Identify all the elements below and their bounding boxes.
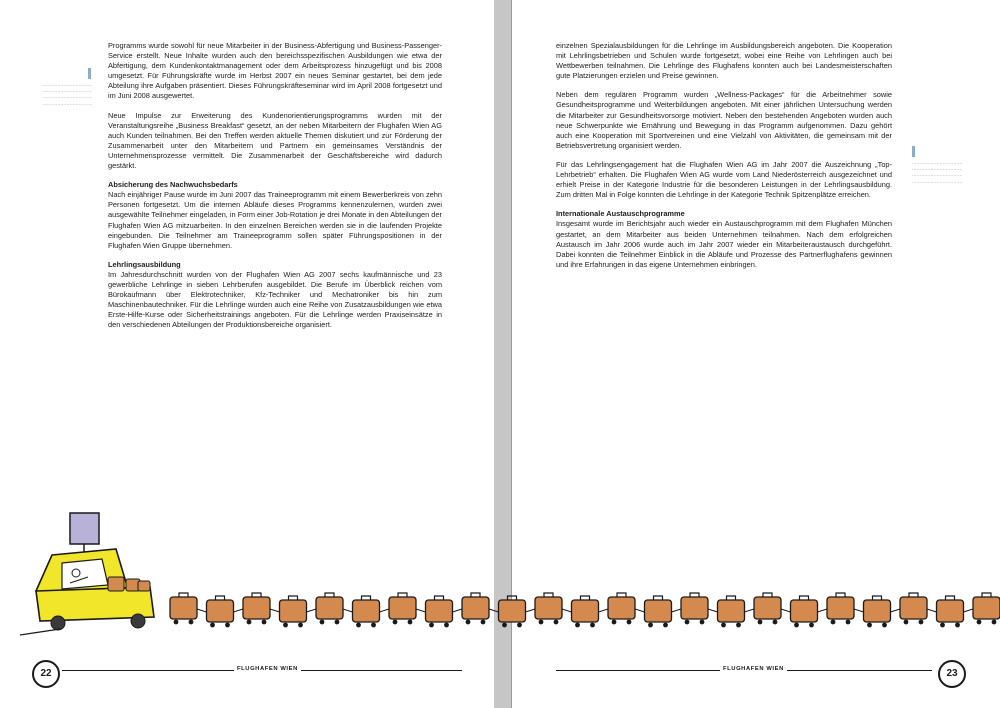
footer-label-left: FLUGHAFEN WIEN — [234, 666, 301, 672]
paragraph: Im Jahresdurchschnitt wurden von der Flughafen Wien AG 2007 sechs kaufmännische und 23 gewerbliche Lehrlinge in sieben Lehrberufen ausgebildet. Die Berufe im Überblick reichen vom Bürokaufmann über Elektrotechniker, Kfz-Techniker und Mechatroniker bis hin zum Maschinenbautechniker. Für die Lehrlinge wurden auch eine Reihe von Zusatzausbildungen wie etwa Erste-Hilfe-Kurse oder Sicherheitstrainings angeboten. Für die Lehrlinge werden Praxiseinsätze in den verschiedenen Abteilungen der Produktionsbereiche organisiert. — [108, 269, 442, 330]
section-heading: Internationale Austauschprogramme — [556, 209, 685, 219]
suitcase — [499, 596, 536, 627]
suitcase — [900, 593, 937, 624]
margin-note-marker — [912, 146, 915, 157]
suitcase — [280, 596, 317, 627]
suitcase — [864, 596, 901, 627]
baggage-tug — [20, 549, 154, 635]
paragraph: Nach einjähriger Pause wurde im Juni 2007 das Traineeprogramm mit einem Bewerberkreis von zehn Personen fortgesetzt. Um die internen Abläufe dieses Programms kennenzulernen, wurden zwei ausgewählte Teilnehmer eingeladen, in Form einer Job-Rotation je drei Monate in den Abteilungen der Flughafen Wien AG mitzuarbeiten. In den einzelnen Bereichen werden sie in die laufenden Projekte eingebunden. Die Teilnehmer am Traineeprogramm sollen später Führungspositionen in der Flughafen Wien Gruppe übernehmen. — [108, 190, 442, 250]
suitcase — [353, 596, 390, 627]
page-number-left: 22 — [32, 660, 60, 688]
right-text-column — [556, 41, 892, 279]
suitcase — [572, 596, 609, 627]
footer-label-right: FLUGHAFEN WIEN — [720, 666, 787, 672]
paragraph: Insgesamt wurde im Berichtsjahr auch wieder ein Austauschprogramm mit dem Flughafen München gestartet, an dem Mitarbeiter aus beiden Unternehmen teilnahmen. Nach dem erfolgreichen Austausch im Jahr 2006 wurde auch im Jahr 2007 wieder ein Mitarbeiteraustausch durchgeführt. Dabei konnten die Teilnehmer Einblick in die Abläufe und Prozesse des Partnerflughafens gewinnen und ihre Erfahrungen in das eigene Unternehmen einbringen. — [556, 219, 892, 269]
paragraph: Neue Impulse zur Erweiterung des Kundenorientierungsprogramms wurden mit der Veranstaltungsreihe „Business Breakfast“ gesetzt, an der neben Mitarbeitern der Flughafen Wien AG auch Kunden teilnahmen. Bei den Treffen werden aktuelle Themen diskutiert und zur Förderung der Zusammenarbeit unter den Mitarbeitern und Partnern ein gemeinsames Verständnis der Unternehmensprozesse vermittelt. Die Zusammenarbeit der Geschäftsbereiche wird dadurch gestärkt. — [108, 110, 442, 171]
suitcase-chain — [170, 593, 1000, 627]
suitcase — [973, 593, 1000, 624]
left-text-column — [108, 41, 442, 339]
suitcase — [426, 596, 463, 627]
suitcase — [681, 593, 718, 624]
margin-note-right: …………………………… …………………………… …………………………… …………………………… — [912, 160, 963, 184]
suitcase — [389, 593, 426, 624]
baggage-train-illustration — [0, 505, 1000, 655]
paragraph: Für das Lehrlingsengagement hat die Flughafen Wien AG im Jahr 2007 die Auszeichnung „Top-Lehrbetrieb“ erhalten. Die Flughafen Wien AG wurde vom Land Niederösterreich ausgezeichnet und erhielt Preise in der Kategorie Industrie für die besonderen Leistungen in der Lehrlingsausbildung. Zum dritten Mal in Folge konnten die Lehrlinge in der Kategorie Technik Spitzenplätze erreichen. — [556, 159, 892, 200]
suitcase — [608, 593, 645, 624]
suitcase — [535, 593, 572, 624]
suitcase — [316, 593, 353, 624]
suitcase — [827, 593, 864, 624]
section-heading: Absicherung des Nachwuchsbedarfs — [108, 180, 238, 190]
margin-note-left: …………………………… …………………………… …………………………… …………………………… — [42, 82, 93, 106]
truck-sign — [70, 513, 99, 555]
suitcase — [243, 593, 280, 624]
suitcase — [170, 593, 207, 624]
paragraph: einzelnen Spezialausbildungen für die Lehrlinge im Ausbildungsbereich angeboten. Die Kooperation mit Lehrlingsbetrieben und Schulen wurde fortgesetzt, wobei eine Reihe von Lehrlingen auch bei Wettbewerben teilnahmen. Die Lehrlinge des Flughafens konnten auch bei Landesmeisterschaften gute Platzierungen erzielen und Preise gewinnen. — [556, 41, 892, 81]
suitcase — [754, 593, 791, 624]
suitcase — [718, 596, 755, 627]
suitcase — [791, 596, 828, 627]
suitcase — [645, 596, 682, 627]
suitcase — [207, 596, 244, 627]
paragraph: Neben dem regulären Programm wurden „Wellness-Packages“ für die Arbeitnehmer sowie Gesundheitsprogramme und Weiterbildungen angeboten. Mit einer jährlichen Untersuchung werden die Mitarbeiter zur Gesundheitsvorsorge motiviert. Neben den bestehenden Angeboten wurden auch neue Schwerpunkte wie Ernährung und Bewegung in das Programm aufgenommen. Dazu gehört auch eine Kooperation mit Sportvereinen und eine Vielzahl von Aktivitäten, die gemeinsam mit der Betriebsvertretung organisiert werden. — [556, 90, 892, 150]
paragraph: Programms wurde sowohl für neue Mitarbeiter in der Business-Abfertigung und Business-Passenger-Service erstellt. Neue Inhalte wurden auch den bereichsspezifischen Ausbildungen wie etwa der Abfertigung, dem Kundenkontaktmanagement oder dem Arbeitsprozess hinzugefügt und bis 2008 umgesetzt. Für Führungskräfte wurde im Herbst 2007 ein neues Seminar gestartet, bei dem jede Abteilung ihre Aufgaben präsentiert. Dieses Führungskräfteseminar wird im April 2008 fortgesetzt und im Juni 2008 ausgewertet. — [108, 41, 442, 101]
suitcase — [937, 596, 974, 627]
page-number-right: 23 — [938, 660, 966, 688]
margin-note-marker — [88, 68, 91, 79]
suitcase — [462, 593, 499, 624]
section-heading: Lehrlingsausbildung — [108, 259, 181, 269]
